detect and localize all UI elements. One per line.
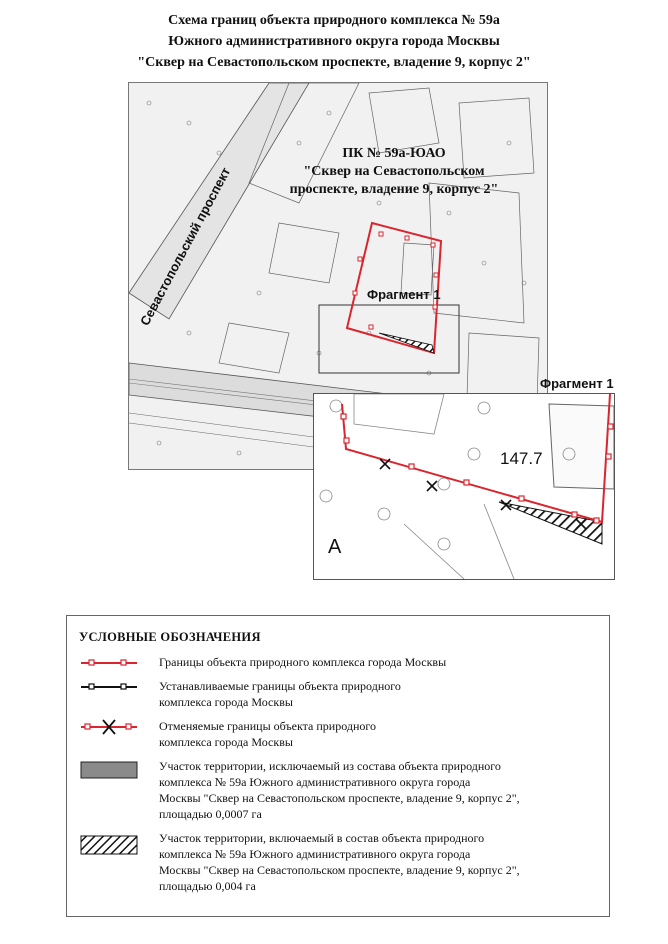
- legend-item-text-2: комплекса города Москвы: [159, 735, 293, 749]
- fragment-marker-label: Фрагмент 1: [367, 287, 441, 302]
- established-black-line-icon: [79, 680, 139, 694]
- fragment-1-inset[interactable]: [313, 393, 615, 580]
- legend-item-text-1: Участок территории, включаемый в состав объекта природного: [159, 831, 485, 845]
- corner-letter: А: [328, 536, 342, 558]
- legend-item-text-3: Москвы "Сквер на Севастопольском проспекте, владение 9, корпус 2",: [159, 791, 520, 805]
- legend-item-text-4: площадью 0,004 га: [159, 879, 256, 893]
- excluded-area-swatch-icon: [79, 760, 139, 780]
- building-number: 147.7: [500, 449, 543, 468]
- legend-item-established: [67, 676, 607, 716]
- object-label-line-1: ПК № 59а-ЮАО: [342, 146, 446, 161]
- title-line-3: "Сквер на Севастопольском проспекте, владение 9, корпус 2": [137, 55, 531, 70]
- fragment-title: Фрагмент 1: [540, 376, 614, 391]
- object-label-line-3: проспекте, владение 9, корпус 2": [289, 182, 499, 197]
- street-label: Севастопольский проспект: [137, 164, 234, 329]
- legend-item-text-1: Устанавливаемые границы объекта природного: [159, 679, 401, 693]
- legend-item-text-1: Отменяемые границы объекта природного: [159, 719, 377, 733]
- legend-item-text-1: Участок территории, исключаемый из состава объекта природного: [159, 759, 501, 773]
- legend-item-text-3: Москвы "Сквер на Севастопольском проспекте, владение 9, корпус 2",: [159, 863, 520, 877]
- legend-item-text: Границы объекта природного комплекса города Москвы: [159, 655, 447, 669]
- title-line-1: Схема границ объекта природного комплекса № 59а: [168, 13, 500, 28]
- object-label-line-2: "Сквер на Севастопольском: [303, 164, 485, 179]
- included-area-hatch-icon: [79, 834, 139, 856]
- boundary-red-line-icon: [79, 656, 139, 670]
- legend-item-excluded: [67, 756, 607, 828]
- cancelled-boundary-icon: [79, 718, 139, 736]
- legend-title: УСЛОВНЫЕ ОБОЗНАЧЕНИЯ: [79, 630, 261, 644]
- title-line-2: Южного административного округа города Москвы: [168, 34, 500, 49]
- legend-item-text-4: площадью 0,0007 га: [159, 807, 262, 821]
- legend-item-cancelled: [67, 716, 607, 756]
- legend-item-text-2: комплекса № 59а Южного административного округа города: [159, 775, 471, 789]
- legend-item-text-2: комплекса города Москвы: [159, 695, 293, 709]
- legend-item-included: [67, 828, 607, 900]
- legend-item-boundary: [67, 654, 607, 676]
- legend: [66, 615, 610, 917]
- fragment-drawing: [314, 394, 614, 579]
- legend-item-text-2: комплекса № 59а Южного административного округа города: [159, 847, 471, 861]
